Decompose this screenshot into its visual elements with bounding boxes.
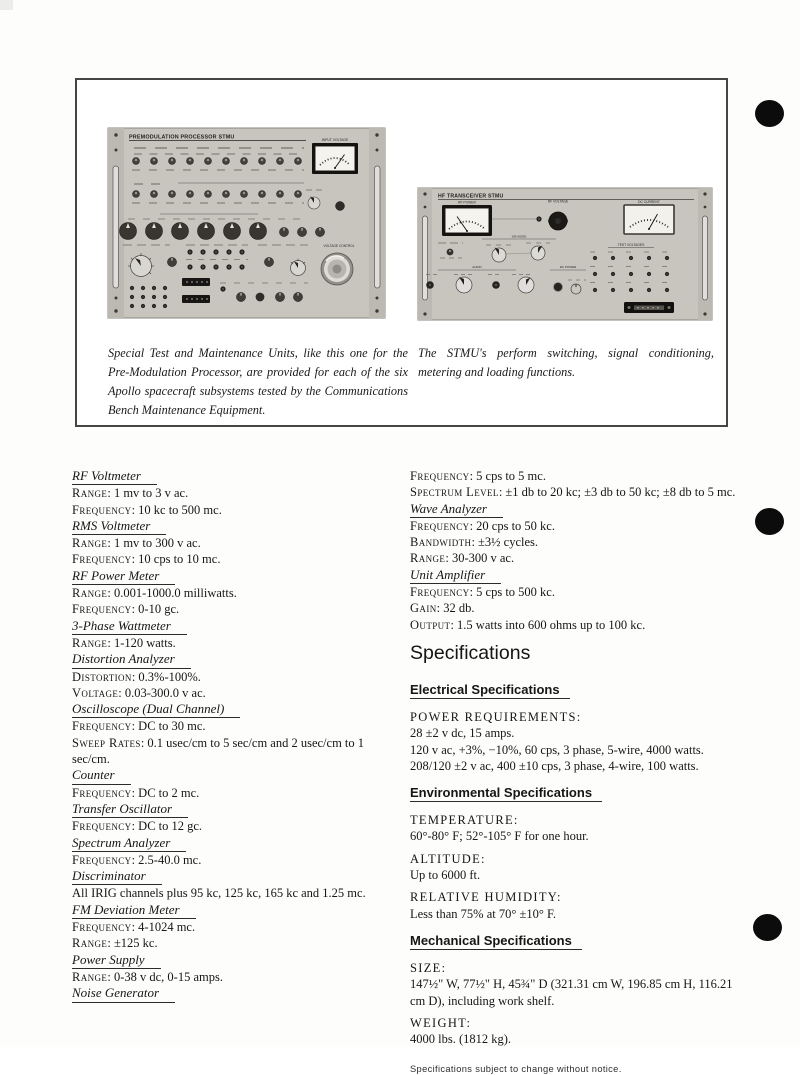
spec-item-title: Distortion Analyzer [72, 651, 191, 668]
spec-item-title-row [72, 952, 404, 969]
hf-transceiver-photo [418, 188, 712, 320]
svg-text:DC POWER: DC POWER [559, 265, 577, 270]
spec-column-left [72, 468, 404, 1003]
spec-line: Range: 1-120 watts. [72, 635, 176, 650]
spec-line: Range: ±125 kc. [72, 936, 158, 951]
spec-item-title: Unit Amplifier [410, 567, 501, 584]
svg-text:AUDIO: AUDIO [472, 265, 482, 270]
spec-keyword: Bandwidth [410, 535, 472, 550]
spec-item-title: RF Voltmeter [72, 468, 157, 485]
spec-item-title-row [72, 868, 404, 885]
spec-item-title-row [410, 567, 742, 584]
spec-item-title: RF Power Meter [72, 568, 175, 585]
specs-entry-value: 120 v ac, +3%, −10%, 60 cps, 3 phase, 5-wire, 4000 watts. [410, 742, 704, 757]
svg-text:DC CURRENT: DC CURRENT [638, 200, 660, 205]
spec-line: Voltage: 0.03-300.0 v ac. [72, 685, 206, 700]
specs-entry-value: 147½" W, 77½" H, 45¾" D (321.31 cm W, 196.85 cm H, 116.21 cm D), including work shelf. [410, 977, 733, 1008]
spec-item [72, 801, 404, 835]
rack-handle [423, 216, 428, 300]
spec-keyword: Range [72, 486, 108, 501]
specs-subheading: Environmental Specifications [410, 784, 602, 802]
voltage-control-knob [321, 253, 353, 285]
dc-current-meter [624, 200, 674, 234]
specs-entry-label: TEMPERATURE: [410, 813, 519, 828]
specs-entry-label: WEIGHT: [410, 1015, 472, 1030]
spec-keyword: Range [410, 551, 446, 566]
spec-keyword: Range [72, 969, 108, 984]
specs-subheading: Electrical Specifications [410, 681, 570, 699]
spec-line: Frequency: DC to 12 gc. [72, 819, 203, 834]
spec-item-title-row [72, 835, 404, 852]
spec-item [72, 518, 404, 568]
caption-right: The STMU's perform switching, signal conditioning, metering and loading functions. [418, 346, 714, 379]
spec-line: Frequency: 0-10 gc. [72, 602, 180, 617]
spec-keyword: Frequency [72, 819, 132, 834]
spec-item-title: RMS Voltmeter [72, 518, 166, 535]
spec-keyword: Sweep Rates [72, 735, 141, 750]
spec-keyword: Distortion [72, 669, 132, 684]
spec-line: Frequency: 4-1024 mc. [72, 920, 196, 935]
input-voltage-meter [312, 138, 358, 174]
panel-title: PREMODULATION PROCESSOR STMU [129, 134, 235, 141]
spec-item-title: Spectrum Analyzer [72, 835, 186, 852]
spec-item-title: Transfer Oscillator [72, 801, 188, 818]
spec-item [72, 701, 404, 767]
spec-item [72, 568, 404, 618]
connector-strip [624, 302, 674, 313]
spec-item [72, 902, 404, 952]
spec-item-title: Noise Generator [72, 985, 175, 1002]
spec-line: Range: 0.001-1000.0 milliwatts. [72, 586, 237, 601]
specs-entry-label: SIZE: [410, 960, 447, 975]
spec-keyword: Output [410, 617, 451, 632]
punch-dot-top [755, 100, 784, 127]
spec-item [72, 868, 404, 902]
spec-keyword: Frequency [410, 585, 470, 600]
spec-item-title-row [72, 468, 404, 485]
specs-entry-value: 60°-80° F; 52°-105° F for one hour. [410, 829, 589, 844]
spec-line: All IRIG channels plus 95 kc, 125 kc, 165 kc and 1.25 mc. [72, 886, 366, 901]
specs-entry-value: Up to 6000 ft. [410, 868, 481, 883]
spec-line: Frequency: 10 kc to 500 mc. [72, 502, 222, 517]
spec-item [72, 952, 404, 986]
spec-item [410, 468, 742, 501]
spec-line: Frequency: 5 cps to 5 mc. [410, 469, 546, 483]
panel-title: HF TRANSCEIVER STMU [438, 193, 504, 200]
spec-item [72, 767, 404, 801]
spec-keyword: Range [72, 936, 108, 951]
premod-processor-photo [108, 128, 385, 318]
spec-keyword: Spectrum Level [410, 485, 499, 500]
spec-keyword: Range [72, 635, 108, 650]
rf-power-meter [442, 201, 492, 236]
spec-keyword: Frequency [72, 502, 132, 517]
rack-handle [703, 216, 708, 300]
spec-item-title-row [72, 651, 404, 668]
spec-item-title: Oscilloscope (Dual Channel) [72, 701, 240, 718]
spec-line: Gain: 32 db. [410, 601, 475, 616]
spec-keyword: Frequency [72, 785, 132, 800]
spec-line: Frequency: DC to 2 mc. [72, 785, 200, 800]
spec-line: Frequency: 2.5-40.0 mc. [72, 852, 202, 867]
spec-line: Distortion: 0.3%-100%. [72, 669, 201, 684]
spec-item-title-row [72, 568, 404, 585]
spec-item-title-row [72, 618, 404, 635]
specs-entry-value: 208/120 ±2 v ac, 400 ±10 cps, 3 phase, 4-wire, 100 watts. [410, 758, 699, 773]
spec-item-title: 3-Phase Wattmeter [72, 618, 187, 635]
specs-entry-label: ALTITUDE: [410, 851, 486, 866]
spec-keyword: Range [72, 586, 108, 601]
spec-items-right [410, 468, 742, 633]
spec-keyword: Frequency [410, 469, 470, 483]
specs-entry-value: 28 ±2 v dc, 15 amps. [410, 726, 515, 741]
specs-entry-value: 4000 lbs. (1812 kg). [410, 1032, 512, 1047]
rack-handle [113, 166, 119, 288]
voltage-control-label: VOLTAGE CONTROL [323, 244, 355, 248]
spec-line: Frequency: DC to 30 mc. [72, 719, 206, 734]
spec-keyword: Frequency [72, 552, 132, 567]
spec-item-title-row [72, 767, 404, 784]
scan-corner-mark [0, 0, 13, 10]
svg-text:INPUT VOLTAGE: INPUT VOLTAGE [321, 137, 349, 142]
spec-item [410, 567, 742, 633]
specifications-sections [410, 671, 742, 1047]
spec-item [72, 835, 404, 869]
specs-section [410, 671, 742, 774]
spec-line: Spectrum Level: ±1 db to 20 kc; ±3 db to 50 kc; ±8 db to 5 mc. [410, 485, 736, 500]
spec-keyword: Gain [410, 601, 437, 616]
specs-entry-label: RELATIVE HUMIDITY: [410, 890, 562, 905]
svg-text:RF POWER: RF POWER [458, 200, 476, 205]
spec-item-title: Power Supply [72, 952, 161, 969]
spec-line: Frequency: 5 cps to 500 kc. [410, 585, 555, 600]
spec-keyword: Frequency [72, 602, 132, 617]
spec-line: Sweep Rates: 0.1 usec/cm to 5 sec/cm and 2 usec/cm to 1 sec/cm. [72, 735, 365, 767]
spec-keyword: Frequency [72, 920, 132, 935]
rack-handle [375, 166, 381, 288]
spec-line: Range: 0-38 v dc, 0-15 amps. [72, 969, 223, 984]
spec-item-title: FM Deviation Meter [72, 902, 196, 919]
spec-keyword: Voltage [72, 685, 119, 700]
svg-text:TEST VOLTAGES: TEST VOLTAGES [617, 243, 645, 247]
spec-item-title-row [72, 902, 404, 919]
specs-subheading: Mechanical Specifications [410, 932, 582, 950]
spec-item-title: Wave Analyzer [410, 501, 503, 518]
specs-section [410, 774, 742, 922]
specifications-title: Specifications [410, 641, 531, 664]
spec-item [410, 501, 742, 567]
specs-entry-label: POWER REQUIREMENTS: [410, 709, 582, 724]
spec-item-title: Counter [72, 767, 131, 784]
specifications-footnote: Specifications subject to change without notice. [410, 1064, 622, 1075]
spec-line: Output: 1.5 watts into 600 ohms up to 100 kc. [410, 617, 646, 632]
svg-text:S/B MODE: S/B MODE [511, 234, 527, 239]
spec-item [72, 985, 404, 1002]
spec-line: Range: 1 mv to 300 v ac. [72, 536, 201, 551]
spec-item-title-row [410, 501, 742, 518]
spec-item-title-row [72, 518, 404, 535]
spec-item-title-row [72, 701, 404, 718]
connector-strip-1 [182, 278, 210, 286]
spec-item [72, 468, 404, 518]
spec-column-right [410, 468, 742, 1075]
specs-section [410, 922, 742, 1047]
spec-line: Range: 30-300 v ac. [410, 551, 515, 566]
spec-keyword: Frequency [72, 719, 132, 734]
punch-dot-bottom [753, 914, 782, 941]
spec-item [72, 651, 404, 701]
spec-item [72, 618, 404, 652]
connector-strip-2 [182, 295, 210, 303]
caption-left: Special Test and Maintenance Units, like this one for the Pre-Modulation Processor, are provided for each of the six Apollo spacecraft subsystems tested by the Communications Bench Maintenance Equipment. [108, 346, 408, 417]
spec-item-title: Discriminator [72, 868, 162, 885]
spec-keyword: Range [72, 536, 108, 551]
spec-line: Range: 1 mv to 3 v ac. [72, 486, 189, 501]
spec-item-title-row [72, 985, 404, 1002]
punch-dot-middle [755, 508, 784, 535]
spec-line: Bandwidth: ±3½ cycles. [410, 535, 539, 550]
spec-line: Frequency: 10 cps to 10 mc. [72, 552, 221, 567]
svg-text:RF VOLTAGE: RF VOLTAGE [547, 199, 569, 204]
spec-item-title-row [72, 801, 404, 818]
specs-entry-value: Less than 75% at 70° ±10° F. [410, 906, 557, 921]
spec-keyword: Frequency [72, 852, 132, 867]
spec-keyword: Frequency [410, 518, 470, 533]
spec-line: Frequency: 20 cps to 50 kc. [410, 518, 555, 533]
